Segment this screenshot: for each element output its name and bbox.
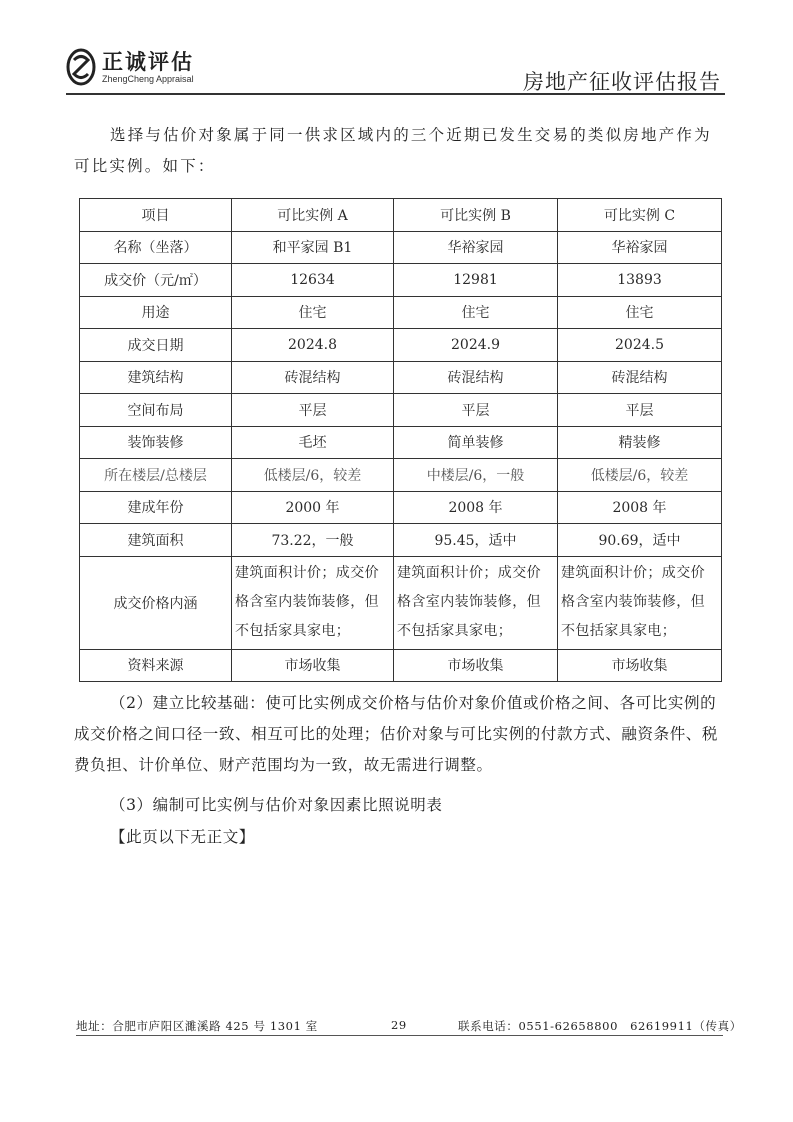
table-row <box>80 459 722 492</box>
table-cell: 低楼层/6，较差 <box>232 459 394 492</box>
table-cell: 低楼层/6，较差 <box>558 459 722 492</box>
row-label: 成交价（元/㎡） <box>80 264 232 297</box>
header-cell: 可比实例 C <box>558 199 722 232</box>
table-cell: 2024.9 <box>394 329 558 362</box>
table-row <box>80 649 722 682</box>
row-label: 成交日期 <box>80 329 232 362</box>
company-logo <box>66 46 226 88</box>
row-label: 建筑结构 <box>80 361 232 394</box>
table-cell: 华裕家园 <box>558 231 722 264</box>
table-row <box>80 329 722 362</box>
table-cell: 73.22，一般 <box>232 524 394 557</box>
table-cell: 2024.8 <box>232 329 394 362</box>
footer-divider <box>76 1035 723 1036</box>
table-cell: 平层 <box>558 394 722 427</box>
table-cell: 市场收集 <box>232 649 394 682</box>
table-cell: 砖混结构 <box>558 361 722 394</box>
table-row <box>80 556 722 649</box>
row-label: 建筑面积 <box>80 524 232 557</box>
header-cell: 项目 <box>80 199 232 232</box>
table-cell: 华裕家园 <box>394 231 558 264</box>
table-row <box>80 426 722 459</box>
brand-subtitle: ZhengCheng Appraisal <box>102 74 194 84</box>
table-cell: 12634 <box>232 264 394 297</box>
table-header-row <box>80 199 722 232</box>
page-number: 29 <box>391 1018 407 1032</box>
table-cell: 精装修 <box>558 426 722 459</box>
table-cell: 住宅 <box>558 296 722 329</box>
table-cell: 住宅 <box>394 296 558 329</box>
row-label: 资料来源 <box>80 649 232 682</box>
footer-address: 地址：合肥市庐阳区濉溪路 425 号 1301 室 <box>76 1019 318 1033</box>
table-row <box>80 491 722 524</box>
end-of-text-note: 【此页以下无正文】 <box>110 828 255 846</box>
table-cell: 和平家园 B1 <box>232 231 394 264</box>
footer-phone: 联系电话：0551-62658800 62619911（传真） <box>458 1019 742 1033</box>
table-cell: 2024.5 <box>558 329 722 362</box>
table-row <box>80 524 722 557</box>
table-row <box>80 264 722 297</box>
table-cell: 砖混结构 <box>232 361 394 394</box>
table-cell: 2008 年 <box>394 491 558 524</box>
row-label: 空间布局 <box>80 394 232 427</box>
brand-name: 正诚评估 <box>102 50 194 74</box>
logo-emblem-icon <box>66 48 96 86</box>
table-cell: 2008 年 <box>558 491 722 524</box>
report-title: 房地产征收评估报告 <box>523 70 721 94</box>
row-label: 名称（坐落） <box>80 231 232 264</box>
section-heading: （3）编制可比实例与估价对象因素比照说明表 <box>110 796 443 814</box>
table-cell: 90.69，适中 <box>558 524 722 557</box>
table-cell: 12981 <box>394 264 558 297</box>
table-cell: 市场收集 <box>394 649 558 682</box>
header-cell: 可比实例 A <box>232 199 394 232</box>
header-cell: 可比实例 B <box>394 199 558 232</box>
table-cell: 住宅 <box>232 296 394 329</box>
row-label: 用途 <box>80 296 232 329</box>
table-cell: 中楼层/6，一般 <box>394 459 558 492</box>
header-divider <box>66 93 725 95</box>
intro-paragraph: 选择与估价对象属于同一供求区域内的三个近期已发生交易的类似房地产作为可比实例。如下： <box>74 126 712 175</box>
row-label: 成交价格内涵 <box>80 556 232 649</box>
table-cell: 13893 <box>558 264 722 297</box>
table-cell: 建筑面积计价；成交价格含室内装饰装修，但不包括家具家电； <box>394 556 558 649</box>
table-cell: 平层 <box>394 394 558 427</box>
table-cell: 建筑面积计价；成交价格含室内装饰装修，但不包括家具家电； <box>558 556 722 649</box>
table-cell: 砖混结构 <box>394 361 558 394</box>
table-cell: 95.45，适中 <box>394 524 558 557</box>
row-label: 建成年份 <box>80 491 232 524</box>
comparable-cases-table <box>79 198 722 682</box>
table-cell: 2000 年 <box>232 491 394 524</box>
table-cell: 简单装修 <box>394 426 558 459</box>
table-cell: 毛坯 <box>232 426 394 459</box>
table-cell: 市场收集 <box>558 649 722 682</box>
row-label: 装饰装修 <box>80 426 232 459</box>
table-row <box>80 296 722 329</box>
table-row <box>80 394 722 427</box>
table-cell: 建筑面积计价；成交价格含室内装饰装修，但不包括家具家电； <box>232 556 394 649</box>
comparison-basis-paragraph: （2）建立比较基础：使可比实例成交价格与估价对象价值或价格之间、各可比实例的成交价格之间口径一致、相互可比的处理；估价对象与可比实例的付款方式、融资条件、税费负担、计价单位、财产范围均为一致，故无需进行调整。 <box>74 694 719 774</box>
table-row <box>80 231 722 264</box>
table-cell: 平层 <box>232 394 394 427</box>
table-row <box>80 361 722 394</box>
row-label: 所在楼层/总楼层 <box>80 459 232 492</box>
